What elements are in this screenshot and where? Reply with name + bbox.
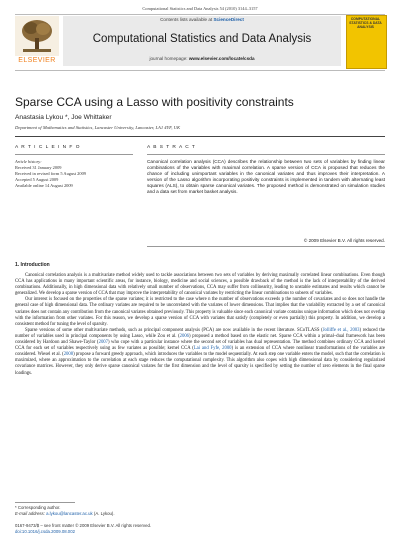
received-date: Received 31 January 2009 <box>15 165 62 170</box>
citation-link[interactable]: 2007 <box>98 340 108 346</box>
title-divider <box>15 136 385 137</box>
email-suffix: (A. Lykou). <box>93 511 115 516</box>
paragraph-3-text-f: ) propose a forward greedy approach, which introduces the variables to the model sequentially. At each step one variable enters the model, such that the correlation is maximized, where an approximation to the correlation at each stage reduces the computational complexity. This algorithm also copes with high dimensional data by considering regularized covariance matrices. However, they only derive sparse canonical variates for the first dimension and the level of sparsity is specified by setting the number of zero elements in the final sparse loadings. <box>15 352 385 376</box>
citation-link[interactable]: Jolliffe et al., 2003 <box>322 327 360 333</box>
author-email-line <box>15 511 115 516</box>
online-date: Available online 14 August 2009 <box>15 183 73 188</box>
paragraph-1: Canonical correlation analysis is a multivariate method widely used to tackle associations between two sets of variables by deriving maximally correlated linear combinations. Even though CCA has applications in many important scientific areas, for instance, biology, medicine and social sciences, a possible drawback of the method is the lack of interpretability of the derived combinations. Additionally, in high dimensional data with relatively small number of observations, CCA may suffer from collinearity, leading to unstable estimates and results which cannot be generalized. We develop a sparse version of CCA that may improve the interpretability of canonical variates by restricting the linear combinations to subsets of variables. <box>15 273 385 297</box>
accepted-date: Accepted 5 August 2009 <box>15 177 59 182</box>
homepage-prefix: journal homepage: <box>149 56 188 61</box>
cover-title: COMPUTATIONAL STATISTICS & DATA ANALYSIS <box>349 17 382 29</box>
article-title: Sparse CCA using a Lasso with positivity constraints <box>15 95 294 109</box>
paragraph-2: Our interest is focused on the properties of the sparse variates; it is restricted to the case where n the number of observations exceeds p the number of covariates and so does not handle the general case of high dimensional data. The ordinary variates are required to be uncorrelated with the variates of lower dimensions. That implies that the variability extracted by a set of canonical variates does not contain any contribution from the canonical variates obtained previously. This property is valuable since each canonical variate contains unique information which does not overlap with the information from other variates. For this reason, we develop a sparse version of CCA with variates that satisfy (completely or even partially) this property. In addition, we develop a consistent method for tuning the level of sparsity. <box>15 297 385 327</box>
article-info-label: A R T I C L E I N F O <box>15 145 81 150</box>
citation-link[interactable]: 2008 <box>63 352 74 358</box>
citation-link[interactable]: 2006 <box>179 333 190 339</box>
abstract-copyright: © 2009 Elsevier B.V. All rights reserved. <box>303 238 385 243</box>
abstract-text: Canonical correlation analysis (CCA) describes the relationship between two sets of variables by finding linear combinations of the variables with maximal correlation. A sparse version of CCA is proposed that reduces the chance of including unimportant variables in the canonical variates and thus improves their interpretation. A version of the Lasso algorithm incorporating positivity constraints is implemented in tandem with alternating least squares (ALS), to obtain sparse canonical variates. The proposed method is demonstrated on simulation studies and a data set from market basket analysis. <box>147 159 385 195</box>
contents-line <box>63 17 341 22</box>
history-label: Article history: <box>15 159 42 164</box>
citation-link[interactable]: Lai and Fyfe, 2000 <box>193 346 232 352</box>
journal-reference: Computational Statistics and Data Analysis 54 (2010) 3144–3157 <box>142 6 258 11</box>
revised-date: Received in revised form 5 August 2009 <box>15 171 86 176</box>
publisher-name: ELSEVIER <box>18 57 56 64</box>
introduction-body <box>15 273 385 377</box>
issn-line: 0167-9473/$ – see front matter © 2009 Elsevier B.V. All rights reserved. <box>15 523 152 528</box>
author-email-link[interactable]: a.lykou@lancaster.ac.uk <box>46 511 93 516</box>
author-affiliation: Department of Mathematics and Statistics, Lancaster University, Lancaster, LA1 4YF, UK <box>15 125 181 130</box>
article-authors: Anastasia Lykou *, Joe Whittaker <box>15 114 112 121</box>
abstract-end-rule <box>147 246 385 247</box>
abstract-label: A B S T R A C T <box>147 145 196 150</box>
paragraph-3-text-b: ) reduced the number of variables used in principal components by using Lasso, while Zou et al. ( <box>15 327 386 339</box>
contents-prefix: Contents lists available at <box>160 17 213 22</box>
abstract-rule <box>147 154 385 155</box>
paragraph-3-text-c: ) proposed a method based on the elastic net. Sparse CCA within a primal–dual framework has been considered by Hardoon and Shawe-Taylor ( <box>15 333 385 346</box>
paragraph-3 <box>15 328 385 377</box>
email-prefix: E-mail address: <box>15 511 45 516</box>
elsevier-tree-logo <box>15 16 59 56</box>
paragraph-3-text-a: Sparse versions of some other multivariate methods, such as principal component analysis (PCA) are now available in the recent literature. SCoTLASS ( <box>25 327 323 333</box>
sciencedirect-link[interactable]: ScienceDirect <box>213 17 244 22</box>
footnote-rule <box>15 502 75 503</box>
homepage-link[interactable]: www.elsevier.com/locate/csda <box>188 56 255 61</box>
paragraph-3-text-d: ) who cope with a particular instance where the second set of variables has dual representation. The method combines ordinary CCA and kernel CCA for each set of variables respectively using as few variates as possible; kernel CCA ( <box>15 340 385 352</box>
doi-link[interactable]: doi:10.1016/j.csda.2009.08.002 <box>15 529 75 534</box>
journal-homepage <box>63 56 341 61</box>
corresponding-author: * Corresponding author. <box>15 505 61 510</box>
paragraph-3-text-e: ) is an extension of CCA where nonlinear transformations of the variables are considered. Wiesel et al. ( <box>15 346 385 358</box>
article-info-rule <box>15 154 133 155</box>
journal-name: Computational Statistics and Data Analysis <box>92 33 312 45</box>
section-heading: 1. Introduction <box>15 262 50 268</box>
